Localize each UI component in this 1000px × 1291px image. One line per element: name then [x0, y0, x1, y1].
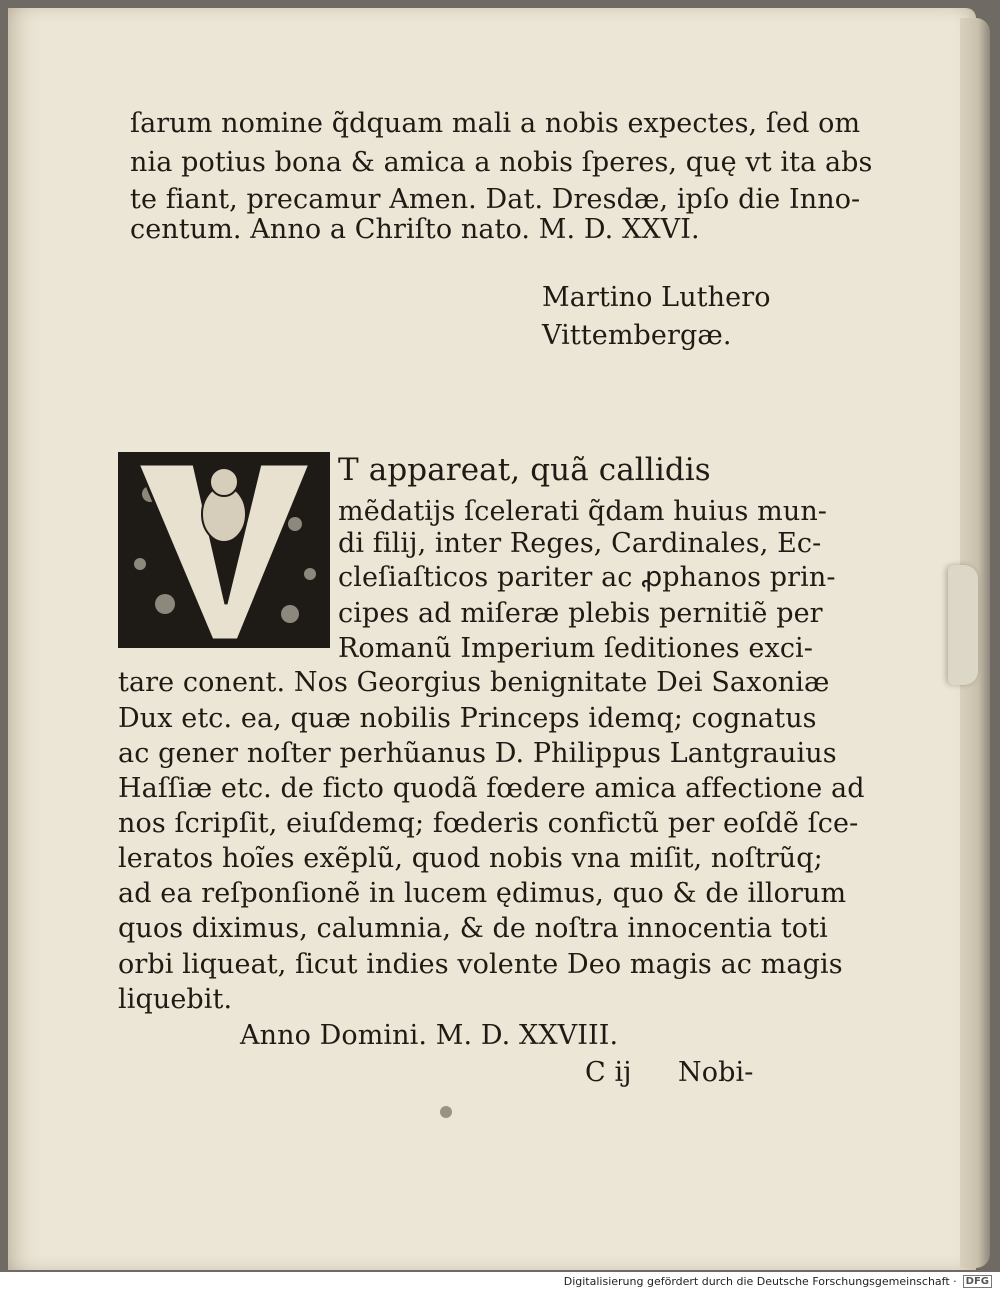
signature-line: Vittembergæ. — [542, 320, 732, 351]
decorated-initial — [118, 452, 330, 648]
signature-line: Martino Luthero — [542, 282, 771, 313]
text-line: cipes ad miſeræ plebis pernitiẽ per — [338, 598, 823, 629]
text-line: orbi liqueat, ſicut indies volente Deo magis ac magis — [118, 949, 843, 980]
text-line: mẽdatijs ſcelerati q̃dam huius mun- — [338, 496, 828, 527]
catchword: Nobi- — [678, 1057, 754, 1088]
text-line: leratos hoĩes exẽplũ, quod nobis vna miſit, noſtrũq; — [118, 843, 823, 874]
text-line: Romanũ Imperium ſeditiones exci- — [338, 633, 814, 664]
text-line: nia potius bona & amica a nobis ſperes, quę vt ita abs — [130, 147, 873, 178]
dfg-logo: DFG — [963, 1275, 992, 1288]
text-line: ſarum nomine q̃dquam mali a nobis expectes, ſed om — [130, 108, 861, 139]
paper-spot — [440, 1106, 452, 1118]
text-line: di filij, inter Reges, Cardinales, Ec- — [338, 528, 822, 559]
text-line: tare conent. Nos Georgius benignitate Dei Saxoniæ — [118, 667, 830, 698]
text-line: Haſſiæ etc. de ficto quodã fœdere amica affectione ad — [118, 773, 865, 804]
date-line: Anno Domini. M. D. XXVIII. — [240, 1020, 619, 1051]
text-line: centum. Anno a Chriſto nato. M. D. XXVI. — [130, 214, 700, 245]
text-line: Dux etc. ea, quæ nobilis Princeps idemq; cognatus — [118, 703, 817, 734]
page-tab — [948, 565, 978, 685]
text-line: ac gener noſter perhũanus D. Philippus Lantgrauius — [118, 738, 837, 769]
text-line: T appareat, quã callidis — [338, 452, 711, 488]
text-line: ad ea reſponſionẽ in lucem ędimus, quo & de illorum — [118, 878, 847, 909]
text-line: te fiant, precamur Amen. Dat. Dresdæ, ipſo die Inno- — [130, 184, 861, 215]
text-line: quos diximus, calumnia, & de noſtra innocentia toti — [118, 913, 828, 944]
signature-mark: C ij — [585, 1057, 632, 1088]
initial-letter: V — [128, 486, 136, 497]
decorated-initial-art — [120, 454, 328, 646]
footer-text: Digitalisierung gefördert durch die Deutsche Forschungsgemeinschaft · — [563, 1275, 957, 1288]
footer-bar — [0, 1272, 1000, 1291]
text-line: nos ſcripſit, eiuſdemq; fœderis confictũ per eoſdẽ ſce- — [118, 808, 859, 839]
text-line: cleſiaſticos pariter ac ꝓphanos prin- — [338, 562, 836, 593]
text-line: liquebit. — [118, 984, 233, 1015]
